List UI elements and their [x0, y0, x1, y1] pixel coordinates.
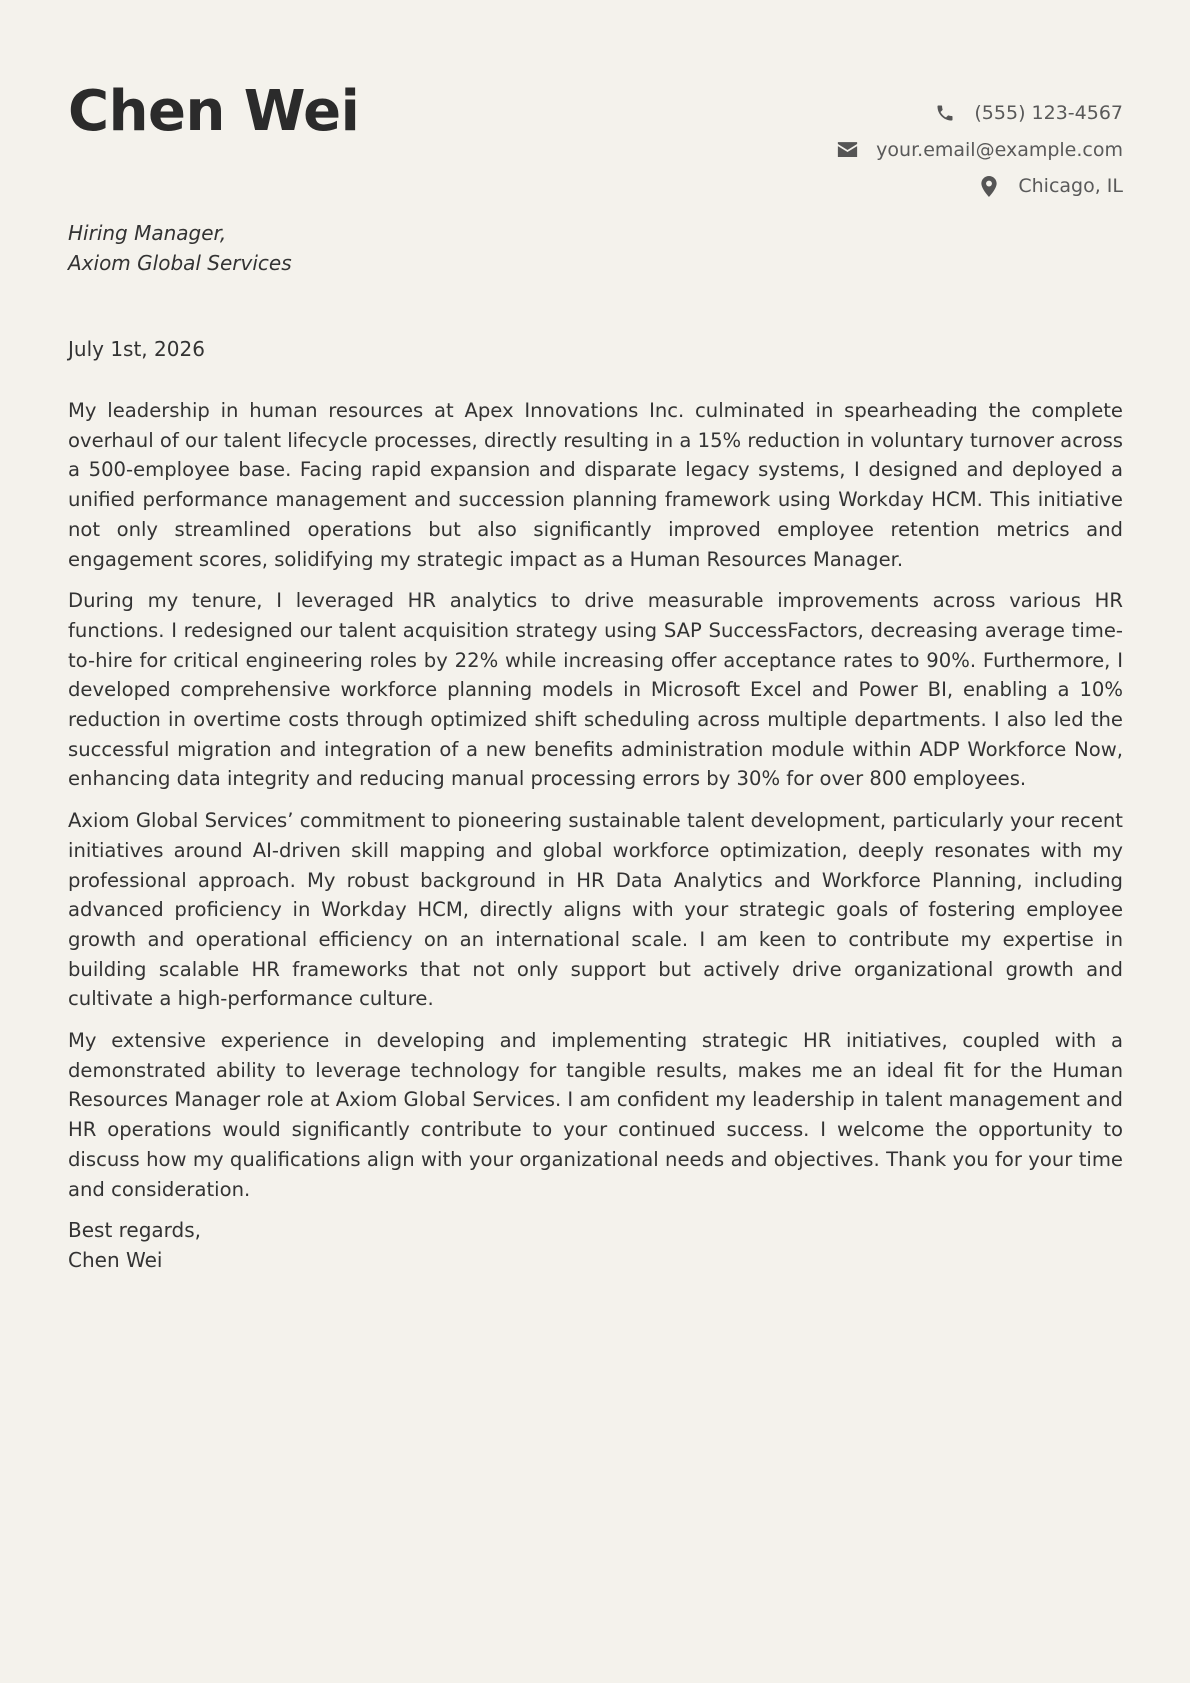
contact-phone	[836, 95, 1123, 132]
contact-email	[836, 132, 1123, 169]
location-text: Chicago, IL	[1018, 175, 1123, 198]
contact-info	[836, 95, 1123, 205]
signature-name: Chen Wei	[68, 1247, 163, 1272]
signoff-block	[68, 1216, 1123, 1275]
recipient-block	[68, 219, 292, 278]
letter-body	[68, 396, 1123, 1275]
email-address: your.email@example.com	[876, 138, 1123, 161]
map-pin-icon	[978, 175, 1000, 197]
envelope-icon	[836, 139, 858, 161]
phone-icon	[934, 102, 956, 124]
body-paragraph-4: My extensive experience in developing and implementing strategic HR initiatives, coupled with a demonstrated ability to leverage technology for tangible results, makes me an ideal fit for the Human Resources Manager role at Axiom Global Services. I am confident my leadership in talent management and HR operations would significantly contribute to your continued success. I welcome the opportunity to discuss how my qualifications align with your organizational needs and objectives. Thank you for your time and consideration.	[68, 1029, 1123, 1201]
cover-letter-page	[68, 0, 1123, 1683]
letter-date: July 1st, 2026	[68, 337, 205, 361]
recipient-title: Hiring Manager,	[68, 221, 227, 245]
body-paragraph-3: Axiom Global Services’ commitment to pioneering sustainable talent development, particularly your recent initiatives around AI-driven skill mapping and global workforce optimization, deeply resonates with my professional approach. My robust background in HR Data Analytics and Workforce Planning, including advanced proficiency in Workday HCM, directly aligns with your strategic goals of fostering employee growth and operational efficiency on an international scale. I am keen to contribute my expertise in building scalable HR frameworks that not only support but actively drive organizational growth and cultivate a high-performance culture.	[68, 809, 1123, 1011]
letter-header	[68, 0, 1123, 205]
phone-number: (555) 123-4567	[974, 102, 1123, 125]
recipient-company: Axiom Global Services	[68, 250, 292, 275]
body-paragraph-2: During my tenure, I leveraged HR analytics to drive measurable improvements across various HR functions. I redesigned our talent acquisition strategy using SAP SuccessFactors, decreasing average time-to-hire for critical engineering roles by 22% while increasing offer acceptance rates to 90%. Furthermore, I developed comprehensive workforce planning models in Microsoft Excel and Power BI, enabling a 10% reduction in overtime costs through optimized shift scheduling across multiple departments. I also led the successful migration and integration of a new benefits administration module within ADP Workforce Now, enhancing data integrity and reducing manual processing errors by 30% for over 800 employees.	[68, 589, 1123, 791]
contact-location	[836, 168, 1123, 205]
applicant-name: Chen Wei	[68, 79, 360, 144]
body-paragraph-1: My leadership in human resources at Apex Innovations Inc. culminated in spearheading the complete overhaul of our talent lifecycle processes, directly resulting in a 15% reduction in voluntary turnover across a 500-employee base. Facing rapid expansion and disparate legacy systems, I designed and deployed a unified performance management and succession planning framework using Workday HCM. This initiative not only streamlined operations but also significantly improved employee retention metrics and engagement scores, solidifying my strategic impact as a Human Resources Manager.	[68, 399, 1123, 571]
closing-text: Best regards,	[68, 1218, 202, 1243]
